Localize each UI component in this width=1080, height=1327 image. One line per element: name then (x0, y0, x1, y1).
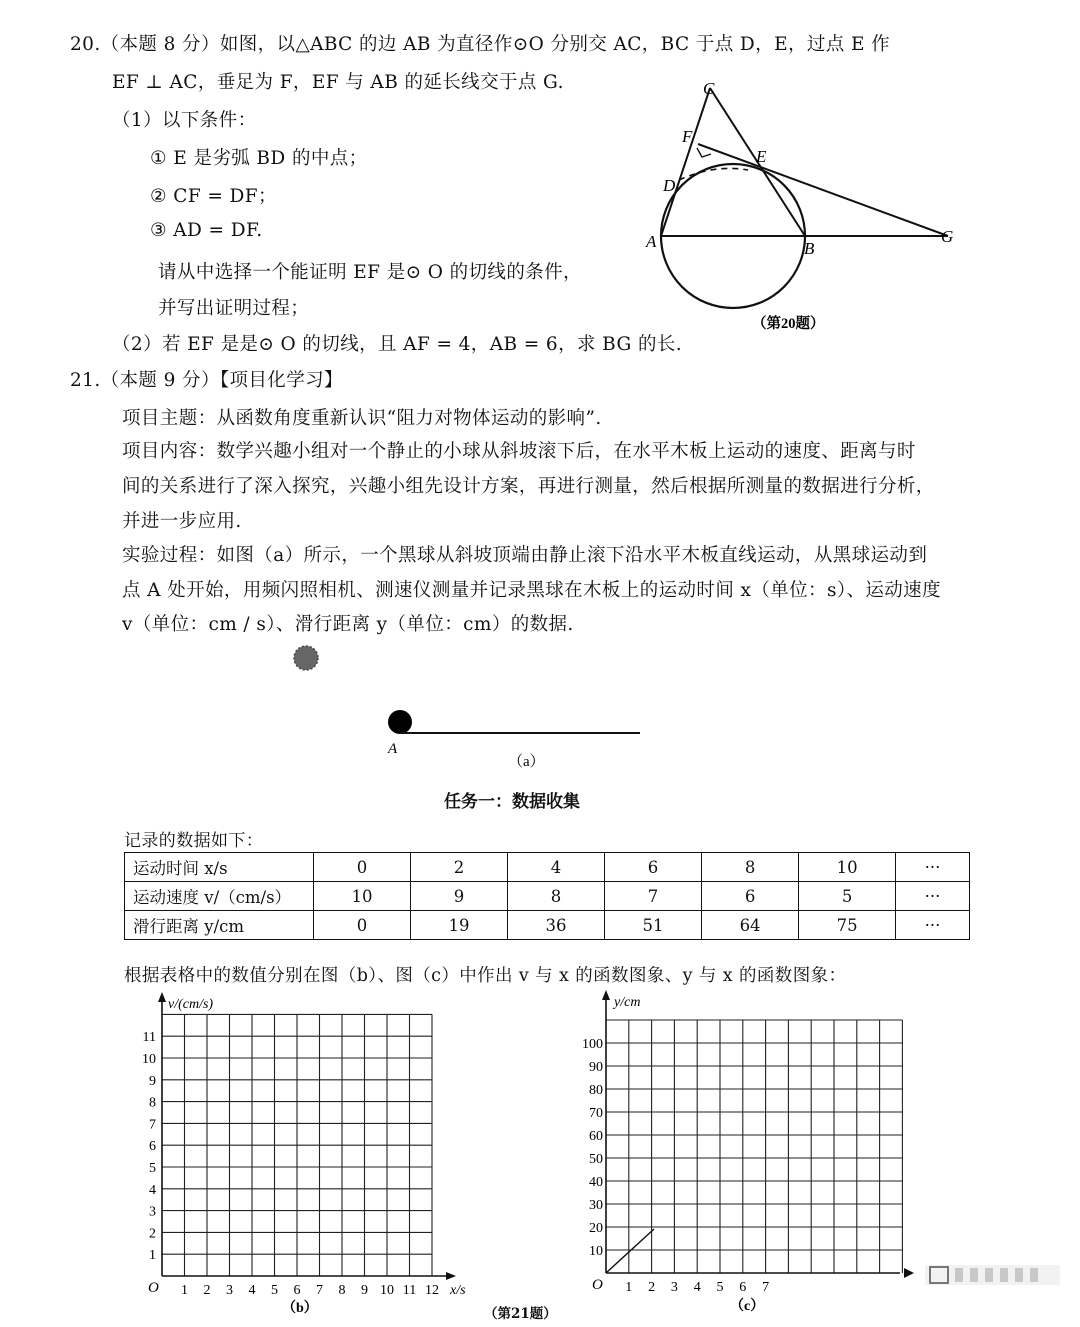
figure-a-caption: （a） (508, 754, 545, 770)
q20-condition-3: ③ AD = DF. (150, 220, 263, 241)
x-tick-label: 4 (693, 1280, 701, 1295)
y-tick-label: 1 (149, 1248, 156, 1264)
y-tick-label: 20 (589, 1221, 603, 1236)
graph-c-caption: （c） (730, 1299, 765, 1314)
x-tick-label: 11 (402, 1283, 417, 1298)
y-tick-label: 6 (149, 1139, 156, 1155)
q21-content-3: 并进一步应用. (122, 511, 242, 532)
graph-c-x-arrow-icon (904, 1268, 914, 1278)
graph-c-sketch-segment (606, 1229, 654, 1273)
table-cell: 7 (605, 882, 702, 911)
label-f: F (682, 127, 693, 146)
y-tick-label: 90 (589, 1060, 603, 1075)
q20-condition-2: ② CF = DF； (150, 186, 277, 207)
y-tick-label: 40 (589, 1175, 603, 1190)
y-tick-label: 10 (142, 1052, 156, 1067)
q21-content-2: 间的关系进行了深入探究，兴趣小组先设计方案，再进行测量，然后根据所测量的数据进行分析， (122, 476, 935, 497)
toolbar-bar-icon[interactable] (1000, 1268, 1008, 1282)
x-tick-label: 5 (716, 1280, 724, 1295)
table-cell: 51 (605, 911, 702, 940)
x-tick-label: 6 (293, 1283, 301, 1298)
table-cell: 8 (508, 882, 605, 911)
table-cell: ··· (896, 911, 970, 940)
x-tick-label: 1 (625, 1280, 633, 1295)
y-tick-label: 50 (589, 1152, 603, 1167)
label-c: C (703, 79, 715, 98)
y-tick-label: 30 (589, 1198, 603, 1213)
q21-content-1: 项目内容：数学兴趣小组对一个静止的小球从斜坡滚下后，在水平木板上运动的速度、距离与时 (122, 441, 916, 462)
y-tick-label: 7 (149, 1117, 156, 1133)
label-d: D (663, 176, 676, 195)
label-e: E (756, 147, 767, 166)
graph-b-axes (158, 992, 456, 1280)
y-tick-label: 80 (589, 1083, 603, 1098)
q21-figure-a (280, 640, 660, 775)
q20-line-1: 20.（本题 8 分）如图，以△ABC 的边 AB 为直径作⊙O 分别交 AC，BC 于点 D，E，过点 E 作 (70, 34, 891, 55)
x-tick-label: 10 (380, 1283, 394, 1298)
table-cell: 0 (314, 911, 411, 940)
q20-geometry-figure (630, 70, 970, 340)
label-g: G (941, 227, 954, 246)
q21-figure-caption: （第21题） (484, 1306, 557, 1322)
y-tick-label: 11 (142, 1030, 156, 1046)
q21-line-1: 21.（本题 9 分）【项目化学习】 (70, 370, 343, 391)
y-tick-label: 4 (149, 1182, 156, 1198)
toolbar-bar-icon[interactable] (1015, 1268, 1023, 1282)
table-row (125, 911, 970, 940)
table-cell: 19 (411, 911, 508, 940)
y-tick-label: 10 (589, 1244, 603, 1259)
y-tick-label: 8 (149, 1095, 156, 1111)
table-row (125, 882, 970, 911)
x-tick-label: 7 (316, 1283, 323, 1298)
line-ac (661, 88, 710, 236)
y-tick-label: 5 (149, 1161, 156, 1176)
table-cell: ··· (896, 853, 970, 882)
label-b: B (804, 239, 815, 258)
graph-b-origin: O (148, 1280, 159, 1296)
toolbar-bar-icon[interactable] (985, 1268, 993, 1282)
ball-at-a (388, 710, 412, 734)
table-row-label: 运动速度 v/（cm/s） (125, 882, 314, 911)
graph-b-grid (162, 1014, 432, 1276)
label-a: A (646, 232, 657, 251)
graph-instruction: 根据表格中的数值分别在图（b）、图（c）中作出 v 与 x 的函数图象、y 与 x 的函数图象： (124, 966, 847, 986)
ball-start (294, 646, 318, 670)
table-cell: 10 (314, 882, 411, 911)
x-tick-label: 2 (648, 1280, 656, 1295)
graph-c-axes (602, 990, 914, 1278)
x-tick-label: 6 (739, 1280, 747, 1295)
table-cell: 64 (702, 911, 799, 940)
toolbar-bar-icon[interactable] (955, 1268, 963, 1282)
q21-theme: 项目主题：从函数角度重新认识“阻力对物体运动的影响”. (122, 408, 602, 429)
q20-ask-2: 并写出证明过程； (158, 298, 310, 319)
x-tick-label: 7 (762, 1280, 770, 1295)
table-row-label: 滑行距离 y/cm (125, 911, 314, 940)
table-cell: 2 (411, 853, 508, 882)
line-fg (698, 144, 948, 236)
table-cell: 36 (508, 911, 605, 940)
overlay-toolbar (925, 1265, 1060, 1285)
table-cell: 10 (799, 853, 896, 882)
x-tick-label: 3 (670, 1280, 678, 1295)
table-cell: 75 (799, 911, 896, 940)
toolbar-bar-icon[interactable] (1030, 1268, 1038, 1282)
y-tick-label: 60 (589, 1129, 603, 1144)
y-tick-label: 9 (149, 1073, 156, 1089)
table-cell: 0 (314, 853, 411, 882)
x-tick-label: 4 (248, 1283, 256, 1298)
q21-process-3: v（单位：cm / s）、滑行距离 y（单位：cm）的数据. (122, 614, 574, 635)
y-tick-label: 100 (582, 1037, 603, 1052)
table-cell: ··· (896, 882, 970, 911)
table-cell: 8 (702, 853, 799, 882)
graph-b-y-label: v/(cm/s) (168, 997, 214, 1012)
record-label: 记录的数据如下： (124, 831, 264, 851)
graph-b-caption: （b） (282, 1301, 318, 1316)
y-tick-label: 70 (589, 1106, 603, 1121)
table-cell: 4 (508, 853, 605, 882)
q20-line-2: EF ⊥ AC，垂足为 F，EF 与 AB 的延长线交于点 G. (112, 72, 564, 93)
graph-c-y-label: y/cm (614, 995, 641, 1010)
task-1-heading: 任务一：数据收集 (444, 792, 580, 812)
x-tick-label: 3 (226, 1283, 233, 1298)
q20-part-2: （2）若 EF 是是⊙ O 的切线，且 AF = 4，AB = 6，求 BG 的长. (112, 334, 683, 355)
x-tick-label: 12 (425, 1283, 439, 1298)
x-tick-label: 9 (361, 1283, 368, 1298)
graph-b-x-label: x/s (450, 1283, 466, 1298)
x-tick-label: 5 (271, 1283, 278, 1298)
toolbar-bar-icon[interactable] (970, 1268, 978, 1282)
point-a-label: A (388, 741, 398, 757)
q20-figure-caption: （第20题） (752, 316, 825, 332)
graph-b (120, 990, 470, 1322)
table-cell: 5 (799, 882, 896, 911)
graph-c (570, 988, 1060, 1323)
x-tick-label: 8 (338, 1283, 346, 1298)
table-row-label: 运动时间 x/s (125, 853, 314, 882)
table-row (125, 853, 970, 882)
y-tick-label: 2 (149, 1226, 156, 1242)
table-cell: 6 (605, 853, 702, 882)
table-cell: 6 (702, 882, 799, 911)
q21-process-1: 实验过程：如图（a）所示，一个黑球从斜坡顶端由静止滚下沿水平木板直线运动，从黑球运动到 (122, 545, 928, 566)
y-tick-label: 3 (149, 1204, 156, 1220)
graph-c-grid (606, 1020, 902, 1273)
q20-condition-1: ① E 是劣弧 BD 的中点； (150, 148, 368, 169)
table-cell: 9 (411, 882, 508, 911)
q20-ask-1: 请从中选择一个能证明 EF 是⊙ O 的切线的条件， (158, 262, 582, 283)
data-table (124, 852, 970, 940)
graph-b-y-arrow-icon (158, 992, 166, 1002)
graph-c-y-arrow-icon (602, 990, 610, 1000)
q20-part-1: （1）以下条件： (112, 110, 257, 131)
graph-b-x-arrow-icon (446, 1272, 456, 1280)
right-angle-mark (697, 148, 711, 157)
x-tick-label: 1 (181, 1283, 188, 1298)
graph-c-origin: O (592, 1277, 603, 1293)
x-tick-label: 2 (203, 1283, 211, 1298)
q21-process-2: 点 A 处开始，用频闪照相机、测速仪测量并记录黑球在木板上的运动时间 x（单位：s）、运动速度 (122, 580, 941, 601)
